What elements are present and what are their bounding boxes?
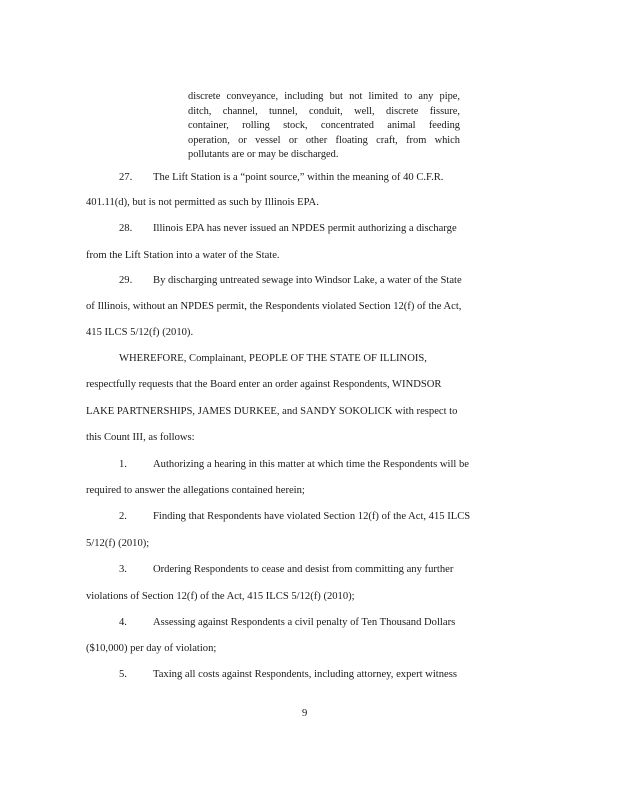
relief-item-4-text: ($10,000) per day of violation; bbox=[86, 643, 217, 654]
wherefore-clause: this Count III, as follows: bbox=[86, 432, 195, 443]
paragraph-27-text: The Lift Station is a “point source,” within the meaning of 40 C.F.R. bbox=[153, 172, 444, 183]
relief-item-3-number: 3. bbox=[119, 564, 127, 575]
paragraph-29-text: of Illinois, without an NPDES permit, the Respondents violated Section 12(f) of the Act, bbox=[86, 301, 462, 312]
paragraph-29-text: By discharging untreated sewage into Windsor Lake, a water of the State bbox=[153, 275, 462, 286]
relief-item-4-number: 4. bbox=[119, 617, 127, 628]
wherefore-clause: respectfully requests that the Board enter an order against Respondents, WINDSOR bbox=[86, 379, 442, 390]
paragraph-29-text: 415 ILCS 5/12(f) (2010). bbox=[86, 327, 194, 338]
paragraph-28-text: from the Lift Station into a water of the State. bbox=[86, 250, 280, 261]
relief-item-1-text: Authorizing a hearing in this matter at which time the Respondents will be bbox=[153, 459, 469, 470]
relief-item-2-text: 5/12(f) (2010); bbox=[86, 538, 150, 549]
quote-line: pollutants are or may be discharged. bbox=[188, 149, 339, 161]
relief-item-3-text: violations of Section 12(f) of the Act, 415 ILCS 5/12(f) (2010); bbox=[86, 591, 355, 602]
block-quote bbox=[188, 90, 460, 163]
paragraph-27-number: 27. bbox=[119, 172, 133, 183]
relief-item-1-text: required to answer the allegations contained herein; bbox=[86, 485, 305, 496]
paragraph-29-number: 29. bbox=[119, 275, 133, 286]
paragraph-27-text: 401.11(d), but is not permitted as such by Illinois EPA. bbox=[86, 197, 319, 208]
relief-item-4-text: Assessing against Respondents a civil penalty of Ten Thousand Dollars bbox=[153, 617, 456, 628]
quote-line: ditch, channel, tunnel, conduit, well, discrete fissure, bbox=[188, 105, 460, 117]
paragraph-28-text: Illinois EPA has never issued an NPDES permit authorizing a discharge bbox=[153, 223, 457, 234]
relief-item-3-text: Ordering Respondents to cease and desist from committing any further bbox=[153, 564, 454, 575]
quote-line: container, rolling stock, concentrated animal feeding bbox=[188, 120, 460, 132]
relief-item-5-text: Taxing all costs against Respondents, including attorney, expert witness bbox=[153, 669, 457, 680]
page-number: 9 bbox=[302, 708, 308, 719]
wherefore-clause: WHEREFORE, Complainant, PEOPLE OF THE STATE OF ILLINOIS, bbox=[119, 353, 427, 364]
relief-item-1-number: 1. bbox=[119, 459, 127, 470]
relief-item-2-number: 2. bbox=[119, 511, 127, 522]
relief-item-2-text: Finding that Respondents have violated Section 12(f) of the Act, 415 ILCS bbox=[153, 511, 471, 522]
wherefore-clause: LAKE PARTNERSHIPS, JAMES DURKEE, and SANDY SOKOLICK with respect to bbox=[86, 406, 458, 417]
relief-item-5-number: 5. bbox=[119, 669, 127, 680]
paragraph-28-number: 28. bbox=[119, 223, 133, 234]
quote-line: discrete conveyance, including but not limited to any pipe, bbox=[188, 91, 460, 102]
quote-line: operation, or vessel or other floating craft, from which bbox=[188, 134, 460, 146]
